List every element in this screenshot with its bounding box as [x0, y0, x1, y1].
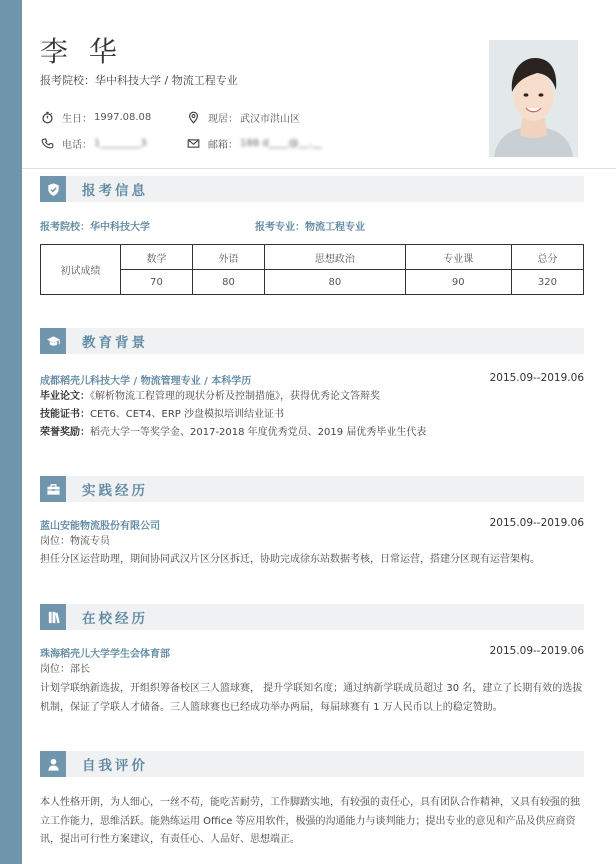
score-column-header: 总分	[511, 245, 583, 270]
score-cell: 80	[193, 270, 265, 295]
campus-org: 珠海稻壳儿大学学生会体育部	[40, 649, 170, 660]
honor-text: 稻壳大学一等奖学金、2017-2018 年度优秀党员、2019 届优秀毕业生代表	[90, 427, 427, 438]
residence-label: 现居：	[208, 114, 238, 125]
stopwatch-icon	[40, 111, 54, 125]
honor-label: 荣誉奖励：	[40, 427, 90, 438]
section-self-header	[40, 751, 584, 777]
residence-info	[186, 110, 300, 125]
practice-position: 岗位：物流专员	[40, 536, 110, 547]
education-cert-line	[40, 406, 586, 424]
section-campus-title: 在校经历	[82, 611, 148, 627]
campus-description: 计划学联纳新选拔，开组织筹备校区三人篮球赛， 提升学联知名度；通过纳新学联成员超过 30 名，建立了长期有效的选拔机制，保证了学联人才储备。三人篮球赛也已经成功举办两届，每届球赛有 1 万人民币以上的稳定赞助。	[40, 683, 583, 713]
residence-value: 武汉市洪山区	[240, 114, 300, 125]
self-description: 本人性格开朗，为人细心，一丝不苟，能吃苦耐劳，工作脚踏实地，有较强的责任心，具有团队合作精神，又具有较强的独立工作能力，思维活跃。能熟练运用 Office 等应用软件，极强的沟通能力与谈判能力；提出专业的意见和产品及供应商资讯，提出可行性方案建议，有责任心、人品好、思想端正。	[40, 797, 580, 845]
education-org: 成都稻壳儿科技大学 / 物流管理专业 / 本科学历	[40, 376, 252, 387]
section-education-header	[40, 328, 584, 354]
section-campus-header	[40, 604, 584, 630]
exam-school-line: 报考院校：华中科技大学	[40, 222, 150, 233]
phone-label: 电话：	[62, 140, 92, 151]
score-cell: 90	[405, 270, 511, 295]
profile-photo	[489, 40, 578, 157]
score-column-header: 思想政治	[265, 245, 406, 270]
education-honor-line	[40, 424, 586, 442]
email-info	[186, 136, 322, 151]
sidebar-accent-bar	[0, 0, 22, 864]
score-column-header: 外语	[193, 245, 265, 270]
section-self-title: 自我评价	[82, 758, 148, 774]
book-icon	[40, 604, 66, 630]
practice-org: 蓝山安能物流股份有限公司	[40, 521, 160, 532]
email-value: 188 d____@__.__	[240, 138, 322, 149]
section-practice-title: 实践经历	[82, 483, 148, 499]
header-divider	[22, 168, 616, 169]
score-cell: 80	[265, 270, 406, 295]
candidate-name: 李 华	[40, 35, 123, 68]
graduation-cap-icon	[40, 328, 66, 354]
score-column-header: 专业课	[405, 245, 511, 270]
email-label: 邮箱：	[208, 140, 238, 151]
cert-text: CET6、CET4、ERP 沙盘模拟培训结业证书	[90, 409, 285, 420]
score-column-header: 数学	[121, 245, 193, 270]
education-thesis-line	[40, 388, 586, 406]
section-exam-title: 报考信息	[82, 183, 148, 199]
thesis-text: 《解析物流工程管理的现状分析及控制措施》，获得优秀论文答辩奖	[90, 391, 380, 402]
campus-position: 岗位：部长	[40, 664, 90, 675]
briefcase-icon	[40, 476, 66, 502]
education-entry-header	[40, 372, 584, 387]
practice-description: 担任分区运营助理，期间协同武汉片区分区拆迁，协助完成徐东站数据考核，日常运营，搭建分区现有运营架构。	[40, 554, 540, 565]
cert-label: 技能证书：	[40, 409, 90, 420]
phone-icon	[40, 137, 54, 151]
campus-date: 2015.09--2019.06	[489, 645, 584, 657]
person-icon	[40, 751, 66, 777]
section-practice-header	[40, 476, 584, 502]
birth-info	[40, 110, 151, 125]
shield-icon	[40, 176, 66, 202]
envelope-icon	[186, 137, 200, 151]
score-cell: 320	[511, 270, 583, 295]
location-pin-icon	[186, 111, 200, 125]
score-table	[40, 244, 584, 295]
birth-label: 生日：	[62, 114, 92, 125]
practice-entry-header	[40, 517, 584, 532]
target-school-line: 报考院校：华中科技大学 / 物流工程专业	[40, 74, 238, 87]
birth-value: 1997.08.08	[94, 112, 152, 123]
phone-value: 1________3	[94, 138, 147, 149]
exam-major-line: 报考专业：物流工程专业	[255, 222, 365, 233]
table-row	[41, 270, 584, 295]
campus-entry-header	[40, 645, 584, 660]
score-cell: 70	[121, 270, 193, 295]
section-exam-header	[40, 176, 584, 202]
education-date: 2015.09--2019.06	[489, 372, 584, 384]
score-row-header: 初试成绩	[41, 245, 121, 295]
table-row	[41, 245, 584, 270]
thesis-label: 毕业论文：	[40, 391, 90, 402]
phone-info	[40, 136, 147, 151]
practice-date: 2015.09--2019.06	[489, 517, 584, 529]
section-education-title: 教育背景	[82, 335, 148, 351]
